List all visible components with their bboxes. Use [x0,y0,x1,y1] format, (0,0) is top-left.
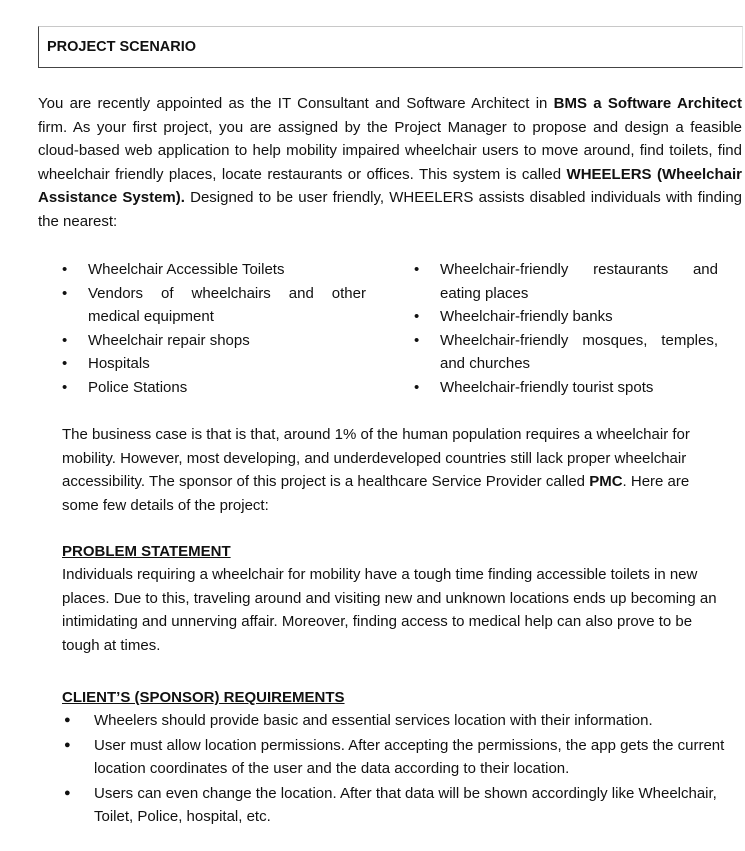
section-header-box [38,26,743,68]
requirement-item: ● User must allow location permissions. After accepting the permissions, the app gets the current location coordinates of the user and the data according to their location. [62,734,732,781]
list-item: • Wheelchair repair shops [62,329,366,353]
list-item: • Police Stations [62,376,366,400]
requirement-item: ● Users can even change the location. After that data will be shown accordingly like Wheelchair, Toilet, Police, hospital, etc. [62,782,732,829]
requirements-list [62,709,732,830]
list-item: • Wheelchair-friendly banks [414,305,718,329]
business-case-paragraph [62,423,722,517]
intro-text-3: Designed to be user friendly, WHEELERS assists disabled individuals with finding the nearest: [38,189,743,230]
intro-text-2: firm. As your first project, you are assigned by the Project Manager to propose and design a feasible cloud-based web application to help mobility impaired wheelchair users to move around, find toilets, find wheelchair friendly places, locate restaurants or offices. This system is called [38,118,742,183]
list-item: • Vendors of wheelchairs and other medical equipment [62,282,366,329]
sponsor-name: PMC [589,473,623,490]
list-item: • Wheelchair-friendly restaurants and eating places [414,258,718,305]
business-text-2: . Here are some few details of the project: [62,473,690,514]
section-title: PROJECT SCENARIO [47,39,197,55]
requirements-heading: CLIENT’S (SPONSOR) REQUIREMENTS [62,689,345,706]
intro-paragraph [38,92,742,233]
list-item: • Wheelchair Accessible Toilets [62,258,366,282]
list-item: • Wheelchair-friendly tourist spots [414,376,718,400]
list-item: • Wheelchair-friendly mosques, temples, and churches [414,329,718,376]
company-name: BMS a Software Architect [553,95,742,112]
problem-statement-heading: PROBLEM STATEMENT [62,543,231,560]
requirement-item: ● Wheelers should provide basic and essential services location with their information. [62,709,732,733]
problem-statement-body: Individuals requiring a wheelchair for mobility have a tough time finding accessible toilets in new places. Due to this, traveling around and visiting new and unknown locations ends up becoming an intimidating and unnerving affair. Moreover, finding access to medical help can also prove to be tough at times. [62,566,717,654]
list-item: • Hospitals [62,352,366,376]
business-text-1: The business case is that is that, around 1% of the human population requires a wheelchair for mobility. However, most developing, and underdeveloped countries still lack proper wheelchair accessibility. The sponsor of this project is a healthcare Service Provider called [62,426,690,490]
system-name: WHEELERS (Wheelchair Assistance System). [38,165,742,206]
nearest-list-right [414,258,718,399]
nearest-list-left [62,258,366,399]
intro-text-1: You are recently appointed as the IT Consultant and Software Architect in [38,95,554,112]
